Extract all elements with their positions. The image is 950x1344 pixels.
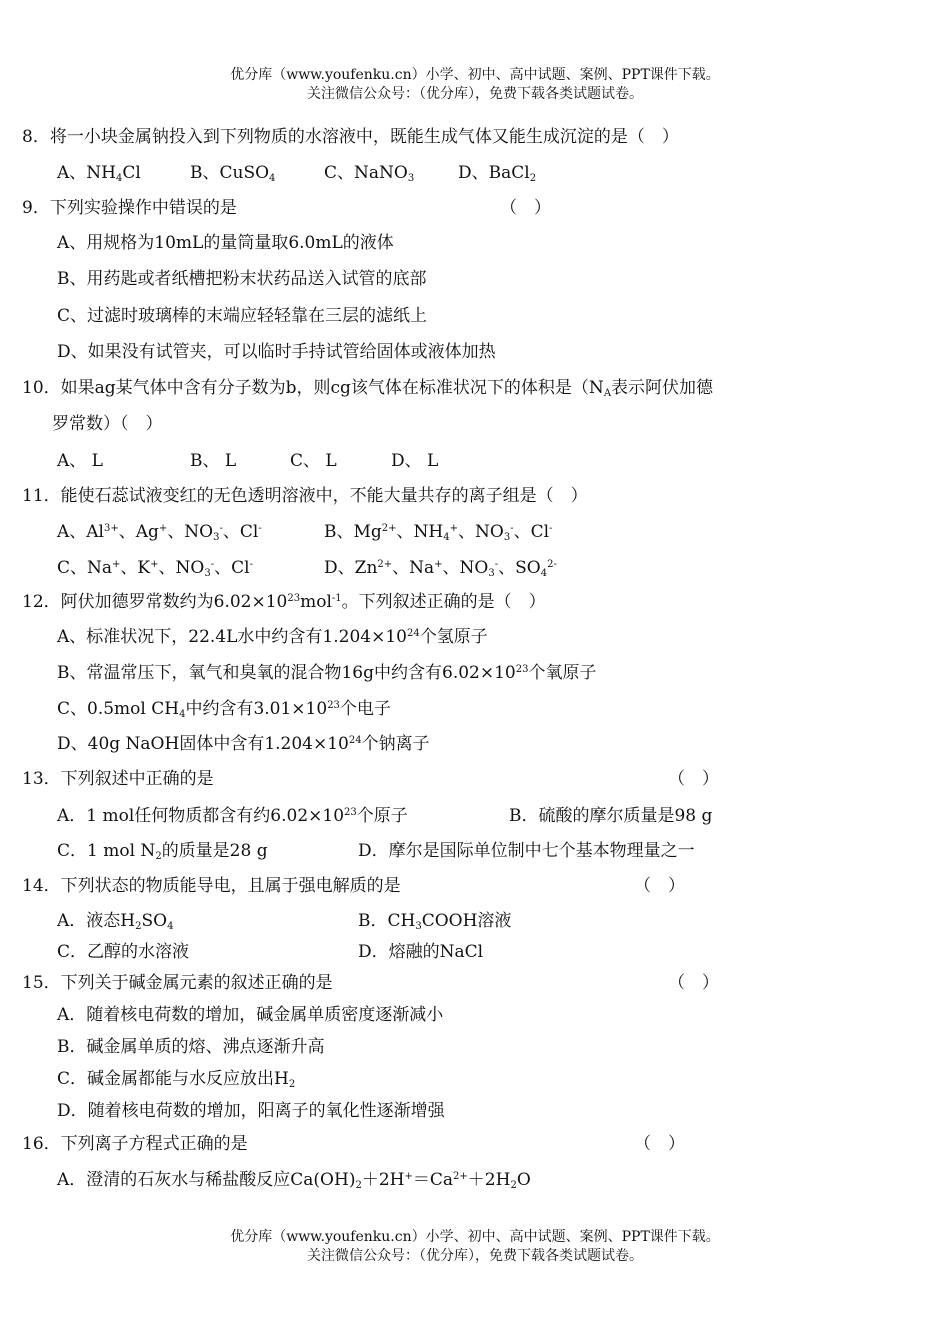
question-13-option-c: C．1 mol $N_2$的质量是28 g [57,841,268,862]
question-11-option-b: B、$Mg^{2+}$、$NH_4^+$、$NO_3^-$、Cl- [324,522,553,543]
question-14-stem: 14．下列状态的物质能导电，且属于强电解质的是 [22,876,401,896]
question-11-option-d: D、$Zn^{2+}$、Na+、$NO_3^-$、$SO_4^{2-}$ [324,558,557,579]
footer-line-2: 关注微信公众号：（优分库），免费下载各类试题试卷。 [307,1248,643,1264]
question-14-answer-paren: （ ） [634,876,685,896]
question-14-option-c: C．乙醇的水溶液 [57,942,190,962]
question-14-option-a: A．液态$H_2SO_4$ [57,911,174,932]
question-14-option-b: B．$CH_3COOH$溶液 [358,911,512,932]
question-11-option-a: A、$Al^{3+}$、Ag+、$NO_3^-$、Cl- [57,522,262,543]
question-10-option-a: A、 L [57,451,103,471]
header-line-1: 优分库（www.youfenku.cn）小学、初中、高中试题、案例、PPT课件下载。 [230,67,720,83]
question-9-option-b: B、用药匙或者纸槽把粉末状药品送入试管的底部 [57,269,427,289]
question-11-stem: 11．能使石蕊试液变红的无色透明溶液中，不能大量共存的离子组是（ ） [22,486,588,506]
page-header [0,66,950,104]
question-13-option-a: A．1 mol任何物质都含有约$6.02\times 10^{23}$个原子 [57,806,408,826]
question-10-option-d: D、 L [391,451,439,471]
question-12-option-a: A、标准状况下，22.4L水中约含有$1.204\times 10^{24}$个氢原子 [57,627,488,647]
question-12-option-b: B、常温常压下，氧气和臭氧的混合物16g中约含有$6.02\times 10^{23}$个氧原子 [57,663,597,683]
question-10-stem-line-2: 罗常数）（ ） [52,414,163,434]
question-10-stem: 10．如果ag某气体中含有分子数为b，则cg该气体在标准状况下的体积是（$N_A$表示阿伏加德 [22,378,714,399]
question-16-answer-paren: （ ） [634,1134,685,1154]
question-13-stem: 13．下列叙述中正确的是 [22,769,214,789]
question-15-option-d: D．随着核电荷数的增加，阳离子的氧化性逐渐增强 [57,1101,445,1121]
question-16-stem: 16．下列离子方程式正确的是 [22,1134,248,1154]
header-line-2: 关注微信公众号：（优分库），免费下载各类试题试卷。 [307,86,643,102]
question-15-option-c: C．碱金属都能与水反应放出$H_2$ [57,1069,296,1090]
question-10-option-b: B、 L [190,451,237,471]
question-8-option-b: B、CuSO$_4$ [190,163,276,184]
footer-line-1: 优分库（www.youfenku.cn）小学、初中、高中试题、案例、PPT课件下载。 [230,1229,720,1245]
question-8-option-c: C、NaNO$_3$ [324,163,415,184]
question-8-option-d: D、BaCl$_2$ [458,163,537,184]
question-8-option-a: A、$NH_4Cl$ [57,163,141,184]
question-10-option-c: C、 L [290,451,337,471]
question-15-option-a: A．随着核电荷数的增加，碱金属单质密度逐渐减小 [57,1005,444,1025]
question-12-stem: 12．阿伏加德罗常数约为$6.02\times 10^{23}mol^{-1}$。下列叙述正确的是（ ） [22,592,546,612]
question-15-stem: 15．下列关于碱金属元素的叙述正确的是 [22,973,333,993]
question-14-option-d: D．熔融的NaCl [358,942,484,962]
question-15-answer-paren: （ ） [668,973,719,993]
question-13-option-d: D．摩尔是国际单位制中七个基本物理量之一 [358,841,695,861]
question-13-answer-paren: （ ） [668,769,719,789]
question-11-option-c: C、Na+、K+、$NO_3^-$、Cl- [57,558,253,579]
question-9-stem: 9．下列实验操作中错误的是 [22,198,237,218]
question-9-option-c: C、过滤时玻璃棒的末端应轻轻靠在三层的滤纸上 [57,306,428,326]
page-footer [0,1228,950,1266]
question-9-option-d: D、如果没有试管夹，可以临时手持试管给固体或液体加热 [57,342,496,362]
question-15-option-b: B．碱金属单质的熔、沸点逐渐升高 [57,1037,325,1057]
question-9-option-a: A、用规格为10mL的量筒量取6.0mL的液体 [57,233,394,253]
question-9-answer-paren: （ ） [500,198,551,218]
question-12-option-d: D、40g NaOH固体中含有$1.204\times 10^{24}$个钠离子 [57,734,430,754]
question-12-option-c: C、0.5mol $CH_4$中约含有$3.01\times 10^{23}$个电子 [57,699,391,720]
question-16-option-a: A．澄清的石灰水与稀盐酸反应$Ca(OH)_2+2H^+=Ca^{2+}+2H_2O$ [57,1170,531,1191]
question-13-option-b: B．硫酸的摩尔质量是98 g [509,806,713,826]
question-8-stem: 8．将一小块金属钠投入到下列物质的水溶液中，既能生成气体又能生成沉淀的是（ ） [22,127,679,147]
